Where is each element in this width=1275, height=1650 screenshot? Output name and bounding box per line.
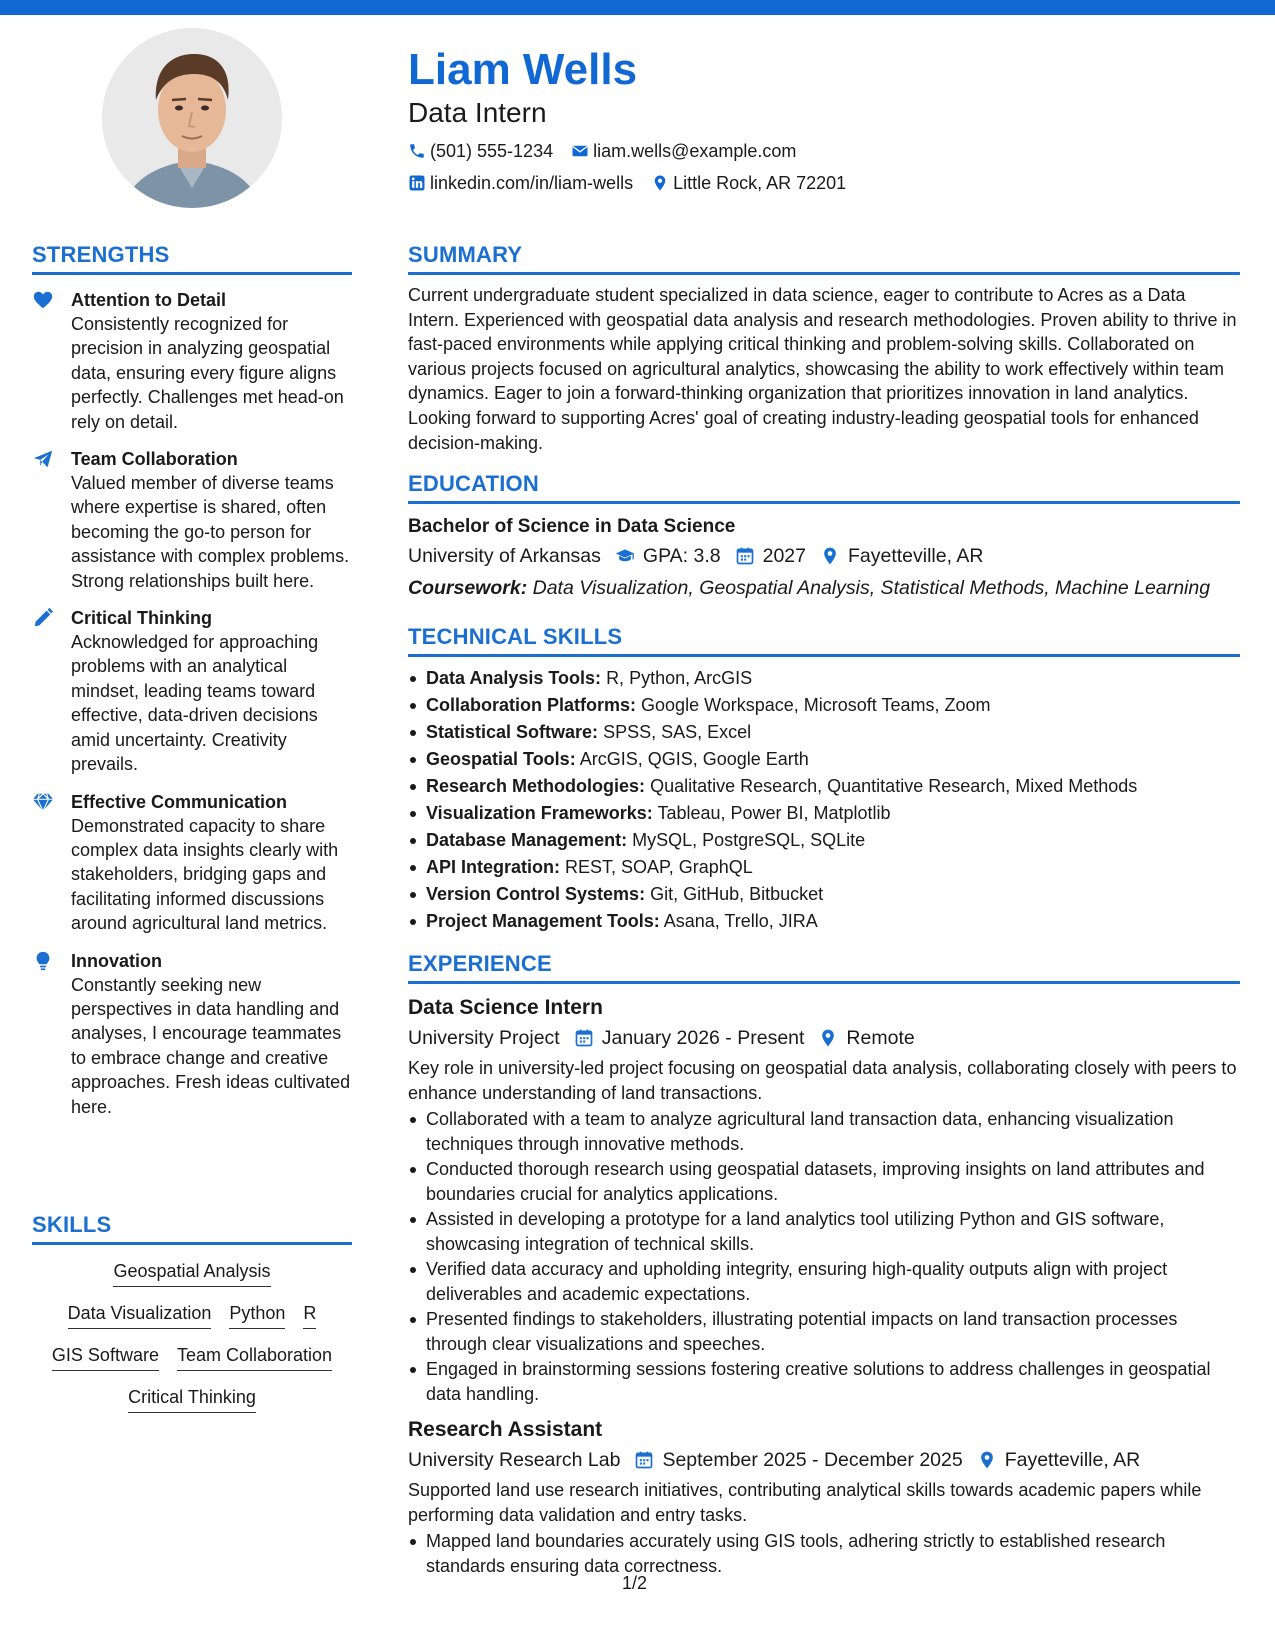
list-item: Geospatial Tools: ArcGIS, QGIS, Google Earth	[408, 746, 1240, 773]
list-item: Conducted thorough research using geospatial datasets, improving insights on land attributes and boundaries crucial for analytics applications.	[408, 1157, 1240, 1206]
skill-tag: Python	[229, 1301, 285, 1329]
skill-tag: Team Collaboration	[177, 1343, 332, 1371]
list-item: Research Methodologies: Qualitative Research, Quantitative Research, Mixed Methods	[408, 773, 1240, 800]
candidate-name: Liam Wells	[408, 45, 638, 94]
job-entry	[408, 994, 1240, 1406]
job-dates: September 2025 - December 2025	[662, 1449, 963, 1472]
location-text: Little Rock, AR 72201	[673, 173, 847, 193]
strength-title: Innovation	[71, 950, 162, 971]
experience-heading: EXPERIENCE	[408, 951, 1240, 984]
skill-tag: R	[303, 1301, 316, 1329]
job-title: Research Assistant	[408, 1418, 603, 1442]
skill-tag: Data Visualization	[68, 1301, 212, 1329]
linkedin-contact[interactable]	[408, 172, 633, 194]
skill-row	[32, 1385, 352, 1413]
top-accent-bar	[0, 0, 1275, 15]
list-item: Assisted in developing a prototype for a land analytics tool utilizing Python and GIS software, showcasing integration of technical skills.	[408, 1207, 1240, 1256]
linkedin-icon	[408, 174, 426, 192]
lightbulb-icon	[32, 950, 54, 972]
list-item: Mapped land boundaries accurately using GIS tools, adhering strictly to established research standards ensuring data correctness.	[408, 1529, 1240, 1578]
skills-section	[32, 1212, 352, 1427]
summary-text: Current undergraduate student specialized in data science, eager to contribute to Acres as a Data Intern. Experienced with geospatial data analysis and research methodologies. Proven ability to thrive in fast-paced environments while applying critical thinking and problem-solving skills. Collaborated on various projects focused on agricultural analytics, showcasing the ability to work effectively within team dynamics. Eager to join a forward-thinking organization that prioritizes innovation in land analytics. Looking forward to supporting Acres' goal of creating industry-leading geospatial tools for enhanced decision-making.	[408, 285, 1237, 453]
map-pin-icon	[651, 174, 669, 192]
email-contact[interactable]	[571, 140, 796, 162]
degree-title: Bachelor of Science in Data Science	[408, 516, 736, 538]
list-item: Collaboration Platforms: Google Workspace, Microsoft Teams, Zoom	[408, 692, 1240, 719]
gpa-text: GPA: 3.8	[642, 545, 721, 568]
job-title: Data Science Intern	[408, 996, 603, 1020]
list-item: Engaged in brainstorming sessions fostering creative solutions to address challenges in geospatial data handling.	[408, 1357, 1240, 1406]
skill-row	[32, 1259, 352, 1287]
strength-title: Critical Thinking	[71, 608, 213, 629]
list-item: Collaborated with a team to analyze agricultural land transaction data, enhancing visualization techniques through innovative methods.	[408, 1107, 1240, 1156]
list-item: Database Management: MySQL, PostgreSQL, SQLite	[408, 827, 1240, 854]
summary-section	[408, 242, 1240, 455]
coursework-list: Data Visualization, Geospatial Analysis, Statistical Methods, Machine Learning	[532, 577, 1211, 600]
strength-description: Constantly seeking new perspectives in data handling and analyses, I encourage teammates to embrace change and creative approaches. Fresh ideas cultivated here.	[71, 974, 351, 1117]
school-location: Fayetteville, AR	[847, 545, 984, 568]
phone-icon	[408, 142, 426, 160]
job-dates: January 2026 - Present	[601, 1027, 805, 1050]
skill-tag: GIS Software	[52, 1343, 159, 1371]
profile-photo	[102, 28, 282, 208]
list-item: API Integration: REST, SOAP, GraphQL	[408, 854, 1240, 881]
location-contact	[651, 172, 846, 194]
list-item: Version Control Systems: Git, GitHub, Bitbucket	[408, 881, 1240, 908]
list-item: Visualization Frameworks: Tableau, Power BI, Matplotlib	[408, 800, 1240, 827]
strength-item	[32, 949, 352, 1119]
diamond-icon	[32, 791, 54, 813]
skill-row	[32, 1343, 352, 1371]
job-entry	[408, 1416, 1240, 1578]
education-heading: EDUCATION	[408, 471, 1240, 504]
page-number: 1/2	[622, 1573, 648, 1593]
calendar-icon	[574, 1028, 594, 1048]
heart-icon	[32, 289, 54, 311]
pencil-icon	[32, 607, 54, 629]
school-name: University of Arkansas	[408, 545, 601, 568]
map-pin-icon	[818, 1028, 838, 1048]
education-section	[408, 471, 1240, 602]
job-description: Supported land use research initiatives, contributing analytical skills towards academic papers while performing data validation and entry tasks.	[408, 1480, 1202, 1525]
coursework	[408, 574, 1240, 602]
job-location: Remote	[846, 1027, 915, 1050]
strength-description: Demonstrated capacity to share complex data insights clearly with stakeholders, bridging gaps and facilitating informed discussions around agricultural land metrics.	[71, 815, 339, 934]
envelope-icon	[571, 142, 589, 160]
map-pin-icon	[977, 1450, 997, 1470]
job-description: Key role in university-led project focusing on geospatial data analysis, collaborating closely with peers to enhance understanding of land transactions.	[408, 1058, 1237, 1103]
skills-heading: SKILLS	[32, 1212, 352, 1245]
paper-plane-icon	[32, 448, 54, 470]
summary-heading: SUMMARY	[408, 242, 1240, 275]
list-item: Statistical Software: SPSS, SAS, Excel	[408, 719, 1240, 746]
email-text: liam.wells@example.com	[593, 141, 797, 161]
strength-description: Acknowledged for approaching problems with an analytical mindset, leading teams toward effective, data-driven decisions amid uncertainty. Creativity prevails.	[71, 632, 319, 775]
job-location: Fayetteville, AR	[1004, 1449, 1141, 1472]
list-item: Presented findings to stakeholders, illustrating potential impacts on land transaction processes through clear visualizations and speeches.	[408, 1307, 1240, 1356]
skill-tag: Geospatial Analysis	[113, 1259, 270, 1287]
linkedin-text: linkedin.com/in/liam-wells	[430, 173, 634, 193]
strength-item	[32, 288, 352, 434]
strength-item	[32, 790, 352, 936]
graduation-year: 2027	[762, 545, 806, 568]
strength-item	[32, 606, 352, 776]
calendar-icon	[634, 1450, 654, 1470]
strength-title: Team Collaboration	[71, 449, 238, 470]
list-item: Project Management Tools: Asana, Trello, JIRA	[408, 908, 1240, 935]
phone-text: (501) 555-1234	[430, 141, 554, 161]
map-pin-icon	[820, 546, 840, 566]
resume-header	[408, 44, 1238, 194]
graduation-cap-icon	[615, 546, 635, 566]
experience-section	[408, 951, 1240, 1578]
strengths-section	[32, 242, 352, 1119]
strength-title: Attention to Detail	[71, 290, 226, 310]
list-item: Verified data accuracy and upholding integrity, ensuring high-quality outputs align with project deliverables and academic expectations.	[408, 1257, 1240, 1306]
coursework-label: Coursework:	[408, 577, 528, 600]
skill-row	[32, 1301, 352, 1329]
strength-item	[32, 447, 352, 593]
skill-tag: Critical Thinking	[128, 1385, 256, 1413]
strength-description: Consistently recognized for precision in analyzing geospatial data, ensuring every figure aligns perfectly. Challenges met head-on rely on detail.	[71, 314, 344, 432]
job-organization: University Project	[408, 1027, 560, 1050]
phone-contact[interactable]	[408, 140, 553, 162]
strengths-heading: STRENGTHS	[32, 242, 352, 275]
technical-skills-section	[408, 624, 1240, 935]
list-item: Data Analysis Tools: R, Python, ArcGIS	[408, 665, 1240, 692]
technical-skills-heading: TECHNICAL SKILLS	[408, 624, 1240, 657]
candidate-role: Data Intern	[408, 97, 547, 128]
job-organization: University Research Lab	[408, 1449, 621, 1472]
strength-title: Effective Communication	[71, 791, 288, 812]
strength-description: Valued member of diverse teams where expertise is shared, often becoming the go-to person for assistance with complex problems. Strong relationships built here.	[71, 473, 350, 591]
calendar-icon	[735, 546, 755, 566]
